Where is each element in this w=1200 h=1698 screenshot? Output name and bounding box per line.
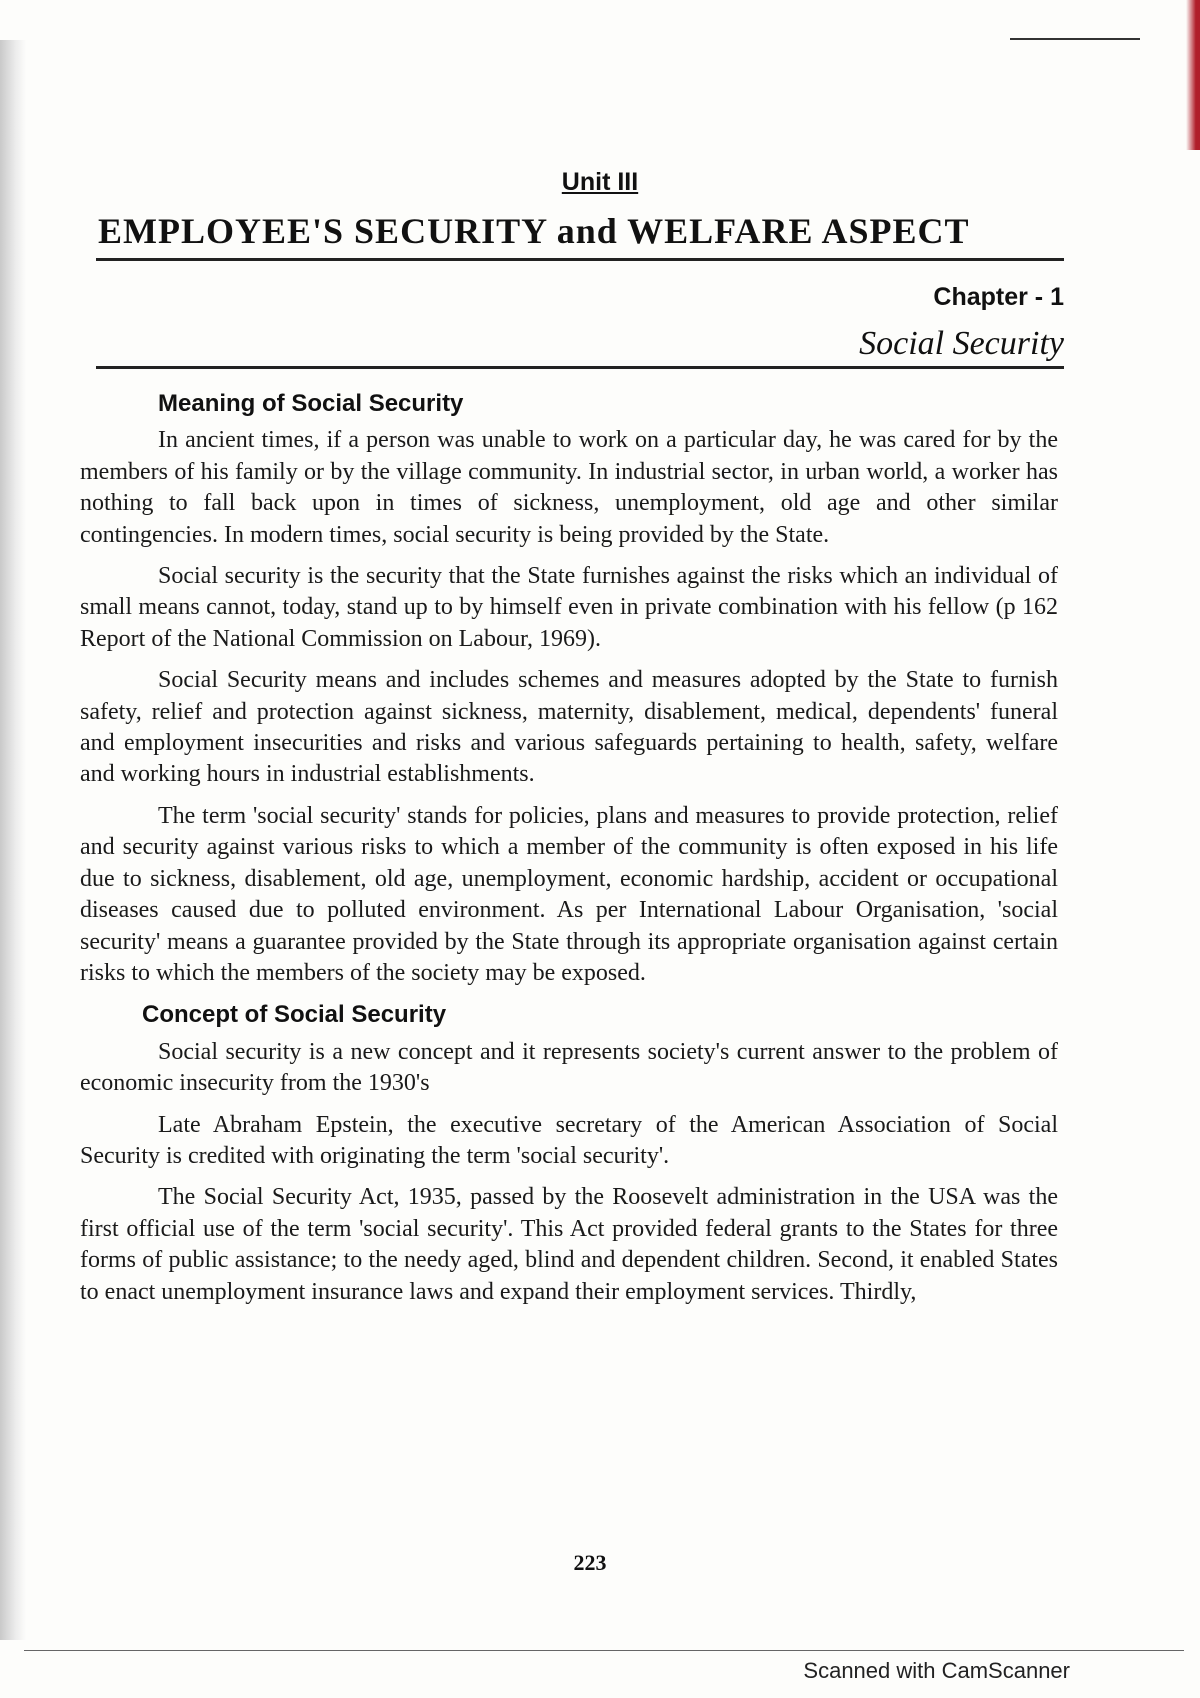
body-text bbox=[80, 382, 1058, 1318]
paragraph: The term 'social security' stands for policies, plans and measures to provide protection, relief and security against various risks to which a member of the community is often exposed in his life due to sickness, disablement, old age, unemployment, economic hardship, accident or occupational diseases caused due to polluted environment. As per International Labour Organisation, 'social security' means a guarantee provided by the State through its appropriate organisation against certain risks to which the members of the society may be exposed. bbox=[80, 802, 1058, 986]
chapter-title: Social Security bbox=[859, 325, 1064, 362]
chapter-label: Chapter - 1 bbox=[933, 283, 1064, 311]
section-heading-concept: Concept of Social Security bbox=[142, 1001, 447, 1029]
chapter-divider bbox=[96, 366, 1064, 369]
paragraph: Social Security means and includes schemes and measures adopted by the State to furnish safety, relief and protection against sickness, maternity, disablement, medical, dependents' funeral and employment insecurities and risks and various safeguards pertaining to health, safety, welfare and working hours in industrial establishments. bbox=[80, 667, 1058, 788]
paragraph: Social security is a new concept and it represents society's current answer to the problem of economic insecurity from the 1930's bbox=[80, 1038, 1058, 1097]
page-edge-shadow bbox=[0, 40, 26, 1640]
title-divider bbox=[96, 258, 1064, 261]
paragraph: Social security is the security that the State furnishes against the risks which an individual of small means cannot, today, stand up to by himself even in private combination with his fellow (p 162 Report of the National Commission on Labour, 1969). bbox=[80, 563, 1058, 652]
unit-label: Unit III bbox=[561, 168, 639, 196]
page-edge-red bbox=[1186, 0, 1200, 150]
paragraph: Late Abraham Epstein, the executive secretary of the American Association of Social Security is credited with originating the term 'social security'. bbox=[80, 1111, 1058, 1169]
top-corner-rule bbox=[1010, 38, 1140, 40]
bottom-divider bbox=[24, 1650, 1184, 1651]
section-heading-meaning: Meaning of Social Security bbox=[158, 390, 464, 417]
paragraph: In ancient times, if a person was unable to work on a particular day, he was cared for by the members of his family or by the village community. In industrial sector, in urban world, a worker has nothing to fall back upon in times of sickness, unemployment, old age and other similar contingencies. In modern times, social security is being provided by the State. bbox=[80, 427, 1058, 548]
scanner-watermark: Scanned with CamScanner bbox=[803, 1658, 1070, 1683]
page-number: 223 bbox=[573, 1550, 607, 1575]
main-title: EMPLOYEE'S SECURITY and WELFARE ASPECT bbox=[98, 211, 970, 251]
paragraph: The Social Security Act, 1935, passed by the Roosevelt administration in the USA was the first official use of the term 'social security'. This Act provided federal grants to the States for three forms of public assistance; to the needy aged, blind and dependent children. Second, it enabled States to enact unemployment insurance laws and expand their employment services. Thirdly, bbox=[80, 1184, 1058, 1305]
